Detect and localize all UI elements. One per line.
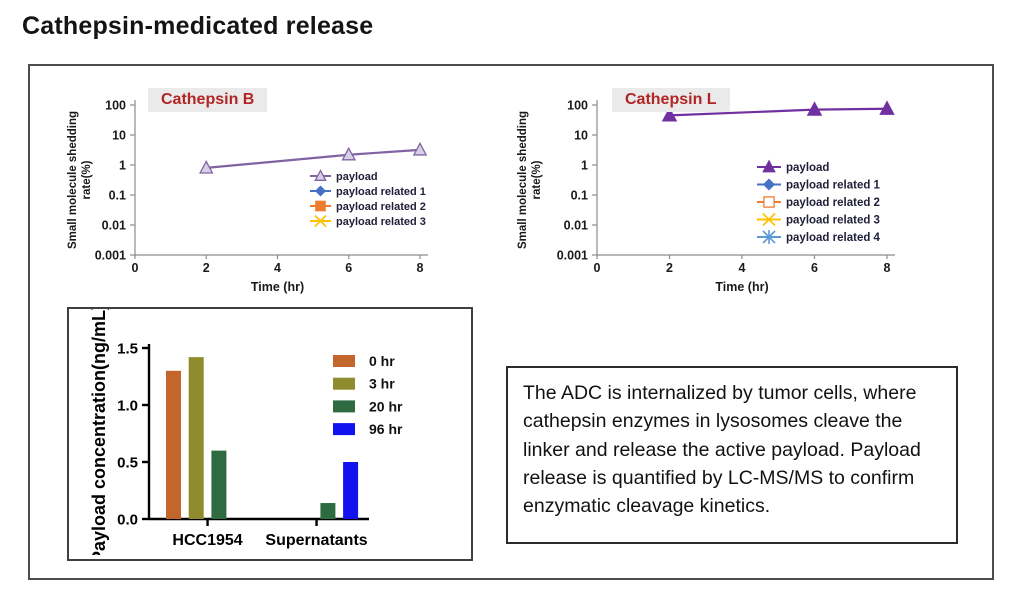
legend-item-payload-related-1 bbox=[757, 179, 881, 192]
summary-text: The ADC is internalized by tumor cells, where cathepsin enzymes in lysosomes cleave the linker and release the active payload. Payload release is quantified by LC-MS/MS to confirm enzymatic cleavage kinetics. bbox=[523, 382, 921, 518]
x-tick-label: 8 bbox=[416, 261, 424, 275]
y-tick-label: 0.1 bbox=[108, 188, 126, 203]
legend-label: 3 hr bbox=[369, 375, 395, 392]
x-tick-label: 6 bbox=[811, 261, 818, 275]
legend-label: payload related 4 bbox=[786, 232, 880, 244]
y-tick-label: 1.5 bbox=[117, 340, 138, 358]
legend-swatch bbox=[333, 400, 355, 412]
legend bbox=[333, 353, 403, 437]
y-axis-title: Small molecule shedding bbox=[517, 110, 529, 250]
x-axis-title: Time (hr) bbox=[250, 280, 305, 294]
y-tick-label: 1 bbox=[581, 158, 588, 173]
y-tick-label: 0.01 bbox=[101, 218, 126, 233]
x-tick-label: 0 bbox=[131, 261, 139, 275]
chart-cathepsin-b bbox=[40, 80, 484, 306]
legend-item-payload bbox=[757, 161, 829, 174]
legend-label: payload related 3 bbox=[336, 216, 426, 228]
category-label: Supernatants bbox=[265, 532, 368, 549]
legend-label: payload bbox=[336, 171, 378, 183]
legend-label: payload related 3 bbox=[786, 214, 880, 227]
legend bbox=[310, 171, 426, 229]
legend-item-payload bbox=[310, 171, 378, 184]
x-tick-label: 6 bbox=[345, 261, 353, 275]
legend-item-payload-related-2 bbox=[310, 201, 426, 213]
chart-cathepsin-l bbox=[504, 80, 948, 306]
y-tick-label: 10 bbox=[112, 128, 126, 143]
square-open-marker bbox=[764, 197, 774, 207]
axes bbox=[130, 100, 428, 259]
summary-text-box bbox=[506, 366, 958, 544]
y-axis-title: rate(%) bbox=[81, 160, 93, 200]
legend-item-96-hr bbox=[333, 421, 403, 437]
legend-swatch bbox=[333, 355, 355, 367]
legend-swatch bbox=[333, 423, 355, 435]
legend-item-payload-related-4 bbox=[757, 230, 881, 244]
chart-title-cathepsin-l: Cathepsin L bbox=[612, 88, 730, 112]
bar-chart-payload-concentration bbox=[67, 307, 473, 561]
legend-label: payload bbox=[786, 162, 830, 174]
y-tick-label: 0.1 bbox=[570, 188, 588, 203]
legend-item-3-hr bbox=[333, 376, 395, 392]
legend bbox=[757, 161, 881, 244]
square-marker bbox=[316, 201, 325, 210]
x-tick-label: 4 bbox=[738, 261, 746, 275]
y-tick-label: 0.5 bbox=[117, 454, 138, 472]
x-axis-title: Time (hr) bbox=[715, 280, 769, 294]
y-tick-label: 1 bbox=[119, 158, 126, 173]
y-axis-title: Small molecule shedding bbox=[67, 110, 79, 250]
y-tick-label: 0.01 bbox=[563, 218, 588, 233]
legend-label: 0 hr bbox=[369, 353, 395, 369]
chart-title-cathepsin-b: Cathepsin B bbox=[148, 88, 267, 112]
figure-panel bbox=[28, 64, 994, 580]
legend-item-payload-related-3 bbox=[310, 216, 426, 229]
bars bbox=[166, 357, 358, 519]
y-axis-title: Payload concentration(ng/mL) bbox=[89, 309, 109, 555]
x-tick-label: 4 bbox=[274, 261, 281, 275]
cathepsin_l-plot bbox=[504, 80, 948, 306]
y-tick-label: 0.0 bbox=[117, 511, 138, 529]
legend-swatch bbox=[333, 378, 355, 390]
diamond-marker bbox=[763, 179, 775, 191]
x-tick-label: 2 bbox=[202, 261, 210, 275]
page-title: Cathepsin-medicated release bbox=[22, 12, 374, 40]
legend-label: payload related 1 bbox=[786, 179, 880, 192]
series-line-payload bbox=[206, 150, 420, 168]
y-tick-label: 100 bbox=[105, 98, 126, 113]
payload_concentration-plot bbox=[69, 309, 467, 555]
legend-label: 20 hr bbox=[369, 398, 403, 415]
y-tick-label: 0.001 bbox=[94, 248, 126, 263]
bar-Supernatants-96-hr bbox=[343, 462, 358, 519]
y-tick-label: 100 bbox=[567, 98, 588, 113]
x-tick-label: 0 bbox=[593, 261, 601, 275]
y-axis-title: rate(%) bbox=[531, 160, 543, 200]
legend-item-0-hr bbox=[333, 353, 395, 369]
y-tick-label: 0.001 bbox=[556, 248, 588, 263]
category-label: HCC1954 bbox=[172, 532, 243, 549]
diamond-marker bbox=[315, 186, 326, 197]
legend-item-20-hr bbox=[333, 398, 403, 414]
x-tick-label: 8 bbox=[883, 261, 891, 275]
legend-item-payload-related-2 bbox=[757, 197, 880, 209]
legend-label: payload related 2 bbox=[336, 201, 426, 213]
y-tick-label: 10 bbox=[574, 128, 588, 143]
bar-Supernatants-20-hr bbox=[320, 503, 335, 519]
legend-item-payload-related-1 bbox=[310, 186, 426, 199]
bar-HCC1954-20-hr bbox=[211, 451, 226, 519]
y-tick-label: 1.0 bbox=[117, 397, 138, 415]
legend-label: payload related 1 bbox=[336, 186, 426, 198]
legend-item-payload-related-3 bbox=[757, 214, 880, 227]
legend-label: 96 hr bbox=[369, 421, 403, 438]
cathepsin_b-plot bbox=[40, 80, 484, 306]
x-tick-label: 2 bbox=[666, 261, 673, 275]
legend-label: payload related 2 bbox=[786, 197, 880, 209]
bar-HCC1954-3-hr bbox=[189, 357, 204, 519]
bar-HCC1954-0-hr bbox=[166, 371, 181, 519]
